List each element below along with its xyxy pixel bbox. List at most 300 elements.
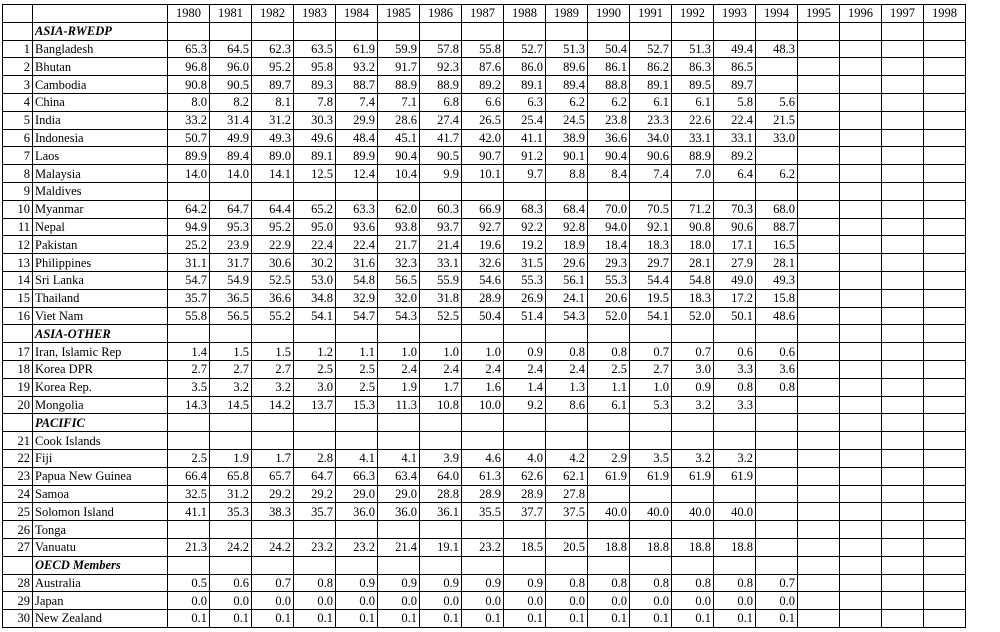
value-cell xyxy=(546,432,588,450)
value-cell: 61.9 xyxy=(588,467,630,485)
value-cell: 90.6 xyxy=(714,218,756,236)
table-row xyxy=(3,200,966,218)
value-cell: 1.0 xyxy=(462,343,504,361)
country-name: Sri Lanka xyxy=(33,271,168,289)
value-cell: 22.4 xyxy=(336,236,378,254)
value-cell: 49.4 xyxy=(714,40,756,58)
value-cell: 90.1 xyxy=(546,147,588,165)
value-cell: 0.1 xyxy=(336,610,378,628)
value-cell xyxy=(798,254,840,272)
empty-cell xyxy=(378,325,420,343)
value-cell: 55.3 xyxy=(588,271,630,289)
table-row xyxy=(3,111,966,129)
value-cell: 22.9 xyxy=(252,236,294,254)
value-cell: 29.7 xyxy=(630,254,672,272)
value-cell: 22.4 xyxy=(714,111,756,129)
value-cell xyxy=(462,432,504,450)
value-cell: 42.0 xyxy=(462,129,504,147)
value-cell: 16.5 xyxy=(756,236,798,254)
table-row xyxy=(3,432,966,450)
value-cell xyxy=(546,182,588,200)
value-cell xyxy=(924,307,966,325)
value-cell: 40.0 xyxy=(588,503,630,521)
value-cell: 32.3 xyxy=(378,254,420,272)
value-cell: 0.8 xyxy=(714,574,756,592)
section-title: OECD Members xyxy=(33,556,168,574)
value-cell: 18.8 xyxy=(672,538,714,556)
value-cell xyxy=(882,485,924,503)
value-cell xyxy=(798,592,840,610)
value-cell: 14.0 xyxy=(210,165,252,183)
value-cell: 4.6 xyxy=(462,449,504,467)
value-cell: 25.2 xyxy=(168,236,210,254)
value-cell xyxy=(168,182,210,200)
empty-cell xyxy=(210,325,252,343)
value-cell: 0.9 xyxy=(378,574,420,592)
value-cell: 93.8 xyxy=(378,218,420,236)
row-index: 10 xyxy=(3,200,33,218)
table-row xyxy=(3,485,966,503)
country-name: Philippines xyxy=(33,254,168,272)
value-cell: 3.2 xyxy=(210,378,252,396)
value-cell: 40.0 xyxy=(630,503,672,521)
value-cell: 10.4 xyxy=(378,165,420,183)
value-cell: 3.2 xyxy=(714,449,756,467)
value-cell: 61.3 xyxy=(462,467,504,485)
section-row xyxy=(3,325,966,343)
value-cell: 0.8 xyxy=(714,378,756,396)
value-cell xyxy=(924,574,966,592)
value-cell xyxy=(168,521,210,539)
value-cell: 1.5 xyxy=(252,343,294,361)
empty-cell xyxy=(588,22,630,40)
value-cell xyxy=(798,610,840,628)
value-cell: 55.2 xyxy=(252,307,294,325)
section-index-cell xyxy=(3,414,33,432)
value-cell xyxy=(714,521,756,539)
row-index: 14 xyxy=(3,271,33,289)
value-cell: 90.5 xyxy=(420,147,462,165)
value-cell xyxy=(756,538,798,556)
value-cell xyxy=(840,182,882,200)
empty-cell xyxy=(840,325,882,343)
country-name: Bangladesh xyxy=(33,40,168,58)
value-cell: 52.5 xyxy=(420,307,462,325)
value-cell xyxy=(630,182,672,200)
value-cell: 89.1 xyxy=(504,76,546,94)
value-cell: 54.9 xyxy=(210,271,252,289)
year-header-cell: 1988 xyxy=(504,5,546,23)
value-cell xyxy=(924,40,966,58)
table-row xyxy=(3,307,966,325)
value-cell: 27.8 xyxy=(546,485,588,503)
value-cell: 55.8 xyxy=(168,307,210,325)
value-cell: 56.1 xyxy=(546,271,588,289)
value-cell xyxy=(882,289,924,307)
country-name: Solomon Island xyxy=(33,503,168,521)
value-cell: 6.8 xyxy=(420,93,462,111)
value-cell: 65.3 xyxy=(168,40,210,58)
value-cell: 29.3 xyxy=(588,254,630,272)
value-cell: 93.7 xyxy=(420,218,462,236)
row-index: 6 xyxy=(3,129,33,147)
value-cell xyxy=(336,521,378,539)
value-cell xyxy=(294,521,336,539)
value-cell: 3.3 xyxy=(714,360,756,378)
year-header-cell: 1987 xyxy=(462,5,504,23)
value-cell xyxy=(882,343,924,361)
value-cell: 28.9 xyxy=(462,485,504,503)
value-cell: 0.0 xyxy=(378,592,420,610)
value-cell xyxy=(840,271,882,289)
value-cell xyxy=(840,449,882,467)
value-cell xyxy=(924,538,966,556)
value-cell: 2.7 xyxy=(252,360,294,378)
value-cell: 2.7 xyxy=(168,360,210,378)
value-cell xyxy=(798,93,840,111)
empty-cell xyxy=(588,414,630,432)
value-cell: 14.0 xyxy=(168,165,210,183)
row-index: 30 xyxy=(3,610,33,628)
value-cell: 40.0 xyxy=(672,503,714,521)
value-cell: 70.5 xyxy=(630,200,672,218)
country-name: Maldives xyxy=(33,182,168,200)
empty-cell xyxy=(630,22,672,40)
empty-cell xyxy=(168,414,210,432)
value-cell: 68.3 xyxy=(504,200,546,218)
value-cell: 65.8 xyxy=(210,467,252,485)
value-cell: 53.0 xyxy=(294,271,336,289)
country-name: Fiji xyxy=(33,449,168,467)
value-cell: 32.9 xyxy=(336,289,378,307)
value-cell xyxy=(882,147,924,165)
value-cell xyxy=(798,378,840,396)
value-cell xyxy=(882,200,924,218)
value-cell: 54.8 xyxy=(672,271,714,289)
country-name: Laos xyxy=(33,147,168,165)
value-cell: 54.6 xyxy=(462,271,504,289)
row-index: 23 xyxy=(3,467,33,485)
value-cell: 2.7 xyxy=(210,360,252,378)
value-cell xyxy=(798,396,840,414)
value-cell: 6.6 xyxy=(462,93,504,111)
value-cell xyxy=(798,503,840,521)
value-cell xyxy=(546,521,588,539)
value-cell: 2.4 xyxy=(504,360,546,378)
value-cell: 66.9 xyxy=(462,200,504,218)
value-cell xyxy=(756,396,798,414)
empty-cell xyxy=(630,414,672,432)
value-cell: 92.2 xyxy=(504,218,546,236)
value-cell: 64.0 xyxy=(420,467,462,485)
year-header-cell: 1984 xyxy=(336,5,378,23)
section-row xyxy=(3,556,966,574)
value-cell xyxy=(798,449,840,467)
value-cell xyxy=(840,289,882,307)
section-title: ASIA-RWEDP xyxy=(33,22,168,40)
empty-cell xyxy=(546,414,588,432)
empty-cell xyxy=(168,556,210,574)
value-cell: 14.2 xyxy=(252,396,294,414)
value-cell: 51.4 xyxy=(504,307,546,325)
value-cell: 0.7 xyxy=(756,574,798,592)
value-cell: 0.9 xyxy=(504,343,546,361)
value-cell: 1.5 xyxy=(210,343,252,361)
value-cell: 23.2 xyxy=(462,538,504,556)
table-row xyxy=(3,93,966,111)
value-cell xyxy=(630,432,672,450)
value-cell: 7.4 xyxy=(630,165,672,183)
value-cell xyxy=(882,40,924,58)
value-cell: 92.3 xyxy=(420,58,462,76)
value-cell: 1.9 xyxy=(378,378,420,396)
value-cell xyxy=(840,396,882,414)
table-row xyxy=(3,503,966,521)
value-cell: 40.0 xyxy=(714,503,756,521)
value-cell xyxy=(756,485,798,503)
value-cell xyxy=(798,111,840,129)
value-cell: 24.2 xyxy=(252,538,294,556)
value-cell: 32.5 xyxy=(168,485,210,503)
value-cell xyxy=(588,432,630,450)
empty-cell xyxy=(168,325,210,343)
empty-cell xyxy=(630,556,672,574)
value-cell: 36.1 xyxy=(420,503,462,521)
value-cell xyxy=(840,93,882,111)
value-cell xyxy=(168,432,210,450)
value-cell: 86.2 xyxy=(630,58,672,76)
table-row xyxy=(3,378,966,396)
value-cell: 91.7 xyxy=(378,58,420,76)
value-cell xyxy=(924,129,966,147)
row-index: 19 xyxy=(3,378,33,396)
value-cell: 29.0 xyxy=(378,485,420,503)
value-cell: 54.1 xyxy=(630,307,672,325)
value-cell: 1.1 xyxy=(336,343,378,361)
empty-cell xyxy=(252,556,294,574)
value-cell: 24.1 xyxy=(546,289,588,307)
value-cell: 49.0 xyxy=(714,271,756,289)
value-cell xyxy=(798,76,840,94)
value-cell: 0.0 xyxy=(210,592,252,610)
value-cell: 1.0 xyxy=(420,343,462,361)
table-row xyxy=(3,396,966,414)
value-cell xyxy=(714,432,756,450)
empty-cell xyxy=(756,22,798,40)
table-body xyxy=(3,5,966,628)
value-cell xyxy=(294,432,336,450)
value-cell xyxy=(882,76,924,94)
row-index: 27 xyxy=(3,538,33,556)
value-cell: 68.0 xyxy=(756,200,798,218)
value-cell: 28.1 xyxy=(672,254,714,272)
value-cell xyxy=(840,129,882,147)
value-cell: 21.4 xyxy=(378,538,420,556)
table-row xyxy=(3,592,966,610)
value-cell: 0.0 xyxy=(168,592,210,610)
value-cell: 30.2 xyxy=(294,254,336,272)
row-index: 17 xyxy=(3,343,33,361)
value-cell: 0.9 xyxy=(420,574,462,592)
value-cell: 0.0 xyxy=(294,592,336,610)
value-cell: 89.1 xyxy=(630,76,672,94)
value-cell xyxy=(924,289,966,307)
value-cell: 8.8 xyxy=(546,165,588,183)
value-cell: 0.6 xyxy=(756,343,798,361)
empty-cell xyxy=(756,414,798,432)
value-cell xyxy=(420,521,462,539)
empty-cell xyxy=(462,556,504,574)
country-name: Cambodia xyxy=(33,76,168,94)
table-row xyxy=(3,449,966,467)
value-cell xyxy=(924,485,966,503)
value-cell xyxy=(840,574,882,592)
year-header-cell: 1981 xyxy=(210,5,252,23)
empty-cell xyxy=(168,22,210,40)
empty-cell xyxy=(588,325,630,343)
empty-cell xyxy=(882,325,924,343)
value-cell: 36.0 xyxy=(378,503,420,521)
empty-cell xyxy=(504,414,546,432)
value-cell: 18.5 xyxy=(504,538,546,556)
value-cell: 8.0 xyxy=(168,93,210,111)
value-cell: 36.6 xyxy=(252,289,294,307)
value-cell: 29.2 xyxy=(252,485,294,503)
value-cell: 18.0 xyxy=(672,236,714,254)
value-cell: 35.5 xyxy=(462,503,504,521)
value-cell: 33.1 xyxy=(714,129,756,147)
value-cell: 5.3 xyxy=(630,396,672,414)
value-cell: 2.4 xyxy=(420,360,462,378)
value-cell: 34.8 xyxy=(294,289,336,307)
country-name: Papua New Guinea xyxy=(33,467,168,485)
value-cell xyxy=(336,182,378,200)
value-cell: 23.2 xyxy=(294,538,336,556)
value-cell: 89.4 xyxy=(546,76,588,94)
value-cell: 30.3 xyxy=(294,111,336,129)
value-cell: 0.1 xyxy=(462,610,504,628)
value-cell xyxy=(714,182,756,200)
empty-cell xyxy=(504,556,546,574)
empty-cell xyxy=(756,556,798,574)
value-cell: 11.3 xyxy=(378,396,420,414)
value-cell: 0.6 xyxy=(210,574,252,592)
value-cell: 0.8 xyxy=(546,343,588,361)
empty-cell xyxy=(672,556,714,574)
value-cell xyxy=(882,218,924,236)
value-cell: 14.3 xyxy=(168,396,210,414)
value-cell: 6.1 xyxy=(630,93,672,111)
value-cell xyxy=(840,236,882,254)
empty-cell xyxy=(714,22,756,40)
empty-cell xyxy=(882,22,924,40)
value-cell xyxy=(924,396,966,414)
value-cell: 45.1 xyxy=(378,129,420,147)
value-cell: 94.9 xyxy=(168,218,210,236)
value-cell xyxy=(672,182,714,200)
value-cell: 0.1 xyxy=(378,610,420,628)
value-cell: 34.0 xyxy=(630,129,672,147)
table-row xyxy=(3,574,966,592)
table-row xyxy=(3,271,966,289)
table-row xyxy=(3,129,966,147)
value-cell xyxy=(882,538,924,556)
empty-cell xyxy=(294,556,336,574)
value-cell xyxy=(210,182,252,200)
value-cell: 49.9 xyxy=(210,129,252,147)
value-cell: 3.5 xyxy=(168,378,210,396)
value-cell: 7.1 xyxy=(378,93,420,111)
value-cell xyxy=(882,610,924,628)
table-row xyxy=(3,147,966,165)
value-cell: 54.7 xyxy=(336,307,378,325)
value-cell: 41.1 xyxy=(504,129,546,147)
value-cell: 64.7 xyxy=(210,200,252,218)
value-cell xyxy=(210,521,252,539)
value-cell: 6.2 xyxy=(546,93,588,111)
row-index: 24 xyxy=(3,485,33,503)
value-cell: 89.1 xyxy=(294,147,336,165)
row-index: 9 xyxy=(3,182,33,200)
value-cell xyxy=(672,432,714,450)
value-cell xyxy=(840,218,882,236)
empty-cell xyxy=(420,556,462,574)
value-cell: 86.0 xyxy=(504,58,546,76)
value-cell: 52.7 xyxy=(630,40,672,58)
value-cell xyxy=(924,521,966,539)
value-cell: 70.0 xyxy=(588,200,630,218)
value-cell xyxy=(924,271,966,289)
value-cell: 64.5 xyxy=(210,40,252,58)
table-row xyxy=(3,360,966,378)
value-cell: 18.4 xyxy=(588,236,630,254)
value-cell: 50.4 xyxy=(462,307,504,325)
value-cell: 50.7 xyxy=(168,129,210,147)
value-cell xyxy=(924,200,966,218)
value-cell: 0.7 xyxy=(672,343,714,361)
value-cell: 19.6 xyxy=(462,236,504,254)
value-cell: 18.8 xyxy=(588,538,630,556)
value-cell: 63.4 xyxy=(378,467,420,485)
value-cell xyxy=(378,432,420,450)
value-cell: 31.8 xyxy=(420,289,462,307)
value-cell xyxy=(756,182,798,200)
value-cell xyxy=(798,236,840,254)
value-cell: 0.9 xyxy=(672,378,714,396)
empty-cell xyxy=(336,325,378,343)
value-cell: 3.5 xyxy=(630,449,672,467)
value-cell xyxy=(882,432,924,450)
value-cell: 86.3 xyxy=(672,58,714,76)
value-cell: 25.4 xyxy=(504,111,546,129)
value-cell: 96.8 xyxy=(168,58,210,76)
empty-cell xyxy=(798,22,840,40)
value-cell xyxy=(840,503,882,521)
value-cell: 9.7 xyxy=(504,165,546,183)
value-cell xyxy=(840,378,882,396)
value-cell xyxy=(840,610,882,628)
empty-cell xyxy=(378,556,420,574)
empty-cell xyxy=(504,325,546,343)
value-cell xyxy=(840,147,882,165)
country-name: India xyxy=(33,111,168,129)
value-cell xyxy=(840,538,882,556)
value-cell xyxy=(756,467,798,485)
value-cell xyxy=(882,58,924,76)
value-cell: 56.5 xyxy=(378,271,420,289)
value-cell: 10.8 xyxy=(420,396,462,414)
value-cell: 32.0 xyxy=(378,289,420,307)
